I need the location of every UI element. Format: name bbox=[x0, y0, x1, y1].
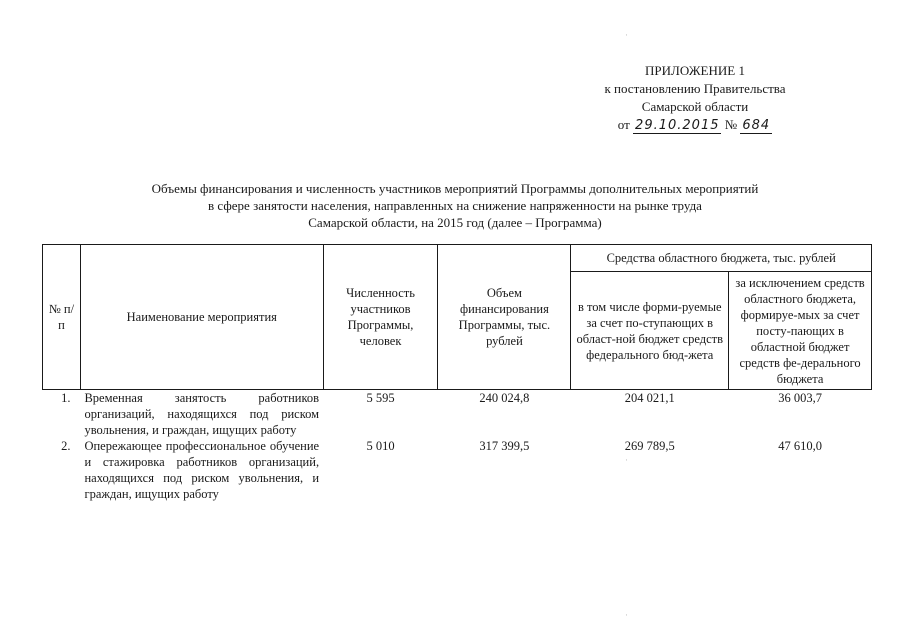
financing-table bbox=[42, 244, 872, 502]
row-incl-federal: 204 021,1 bbox=[624, 391, 675, 405]
attachment-line-2: Самарской области bbox=[641, 99, 749, 114]
title-line-3: Самарской области, на 2015 год (далее – Программа) bbox=[308, 215, 602, 230]
header-volume: Объем финансирования Программы, тыс. рублей bbox=[438, 245, 571, 390]
attachment-line-1: к постановлению Правительства bbox=[604, 81, 786, 96]
header-excl-federal: за исключением средств областного бюджета, формируе-мых за счет посту-пающих в областной бюджет средств фе-дерального бюджета bbox=[729, 272, 872, 390]
document-title bbox=[60, 180, 850, 231]
row-volume: 240 024,8 bbox=[479, 391, 530, 405]
scan-speck: · bbox=[625, 30, 628, 40]
header-num: № п/п bbox=[43, 245, 81, 390]
row-participants: 5 595 bbox=[366, 391, 395, 405]
scan-speck: · bbox=[625, 455, 628, 465]
number-prefix: № bbox=[724, 117, 738, 132]
row-incl-federal: 269 789,5 bbox=[624, 439, 675, 453]
row-participants: 5 010 bbox=[366, 439, 395, 453]
header-name: Наименование мероприятия bbox=[80, 245, 323, 390]
title-line-1: Объемы финансирования и численность участников мероприятий Программы дополнительных мероприятий bbox=[151, 181, 759, 196]
row-excl-federal: 36 003,7 bbox=[778, 391, 822, 405]
row-num: 2. bbox=[61, 439, 71, 453]
scan-speck: · bbox=[625, 610, 628, 620]
attachment-header bbox=[560, 62, 830, 135]
date-prefix: от bbox=[617, 117, 630, 132]
table-row bbox=[43, 390, 872, 439]
attachment-title: ПРИЛОЖЕНИЕ 1 bbox=[645, 63, 745, 78]
row-name: Временная занятость работников организаций, находящихся под риском увольнения, и граждан, ищущих работу bbox=[84, 391, 320, 437]
title-line-2: в сфере занятости населения, направленных на снижение напряженности на рынке труда bbox=[208, 198, 702, 213]
row-volume: 317 399,5 bbox=[479, 439, 530, 453]
row-name: Опережающее профессиональное обучение и стажировка работников организаций, находящихся под риском увольнения, и граждан, ищущих работу bbox=[84, 439, 320, 501]
table-row bbox=[43, 438, 872, 502]
header-participants: Численность участников Программы, человек bbox=[323, 245, 438, 390]
attachment-date-line bbox=[560, 116, 830, 135]
header-budget-group: Средства областного бюджета, тыс. рублей bbox=[571, 245, 872, 272]
row-num: 1. bbox=[61, 391, 71, 405]
header-incl-federal: в том числе форми-руемые за счет по-ступающих в област-ной бюджет средств федерального бюд-жета bbox=[571, 272, 729, 390]
handwritten-date: 29.10.2015 bbox=[635, 118, 720, 133]
handwritten-number: 684 bbox=[742, 118, 771, 133]
row-excl-federal: 47 610,0 bbox=[778, 439, 822, 453]
